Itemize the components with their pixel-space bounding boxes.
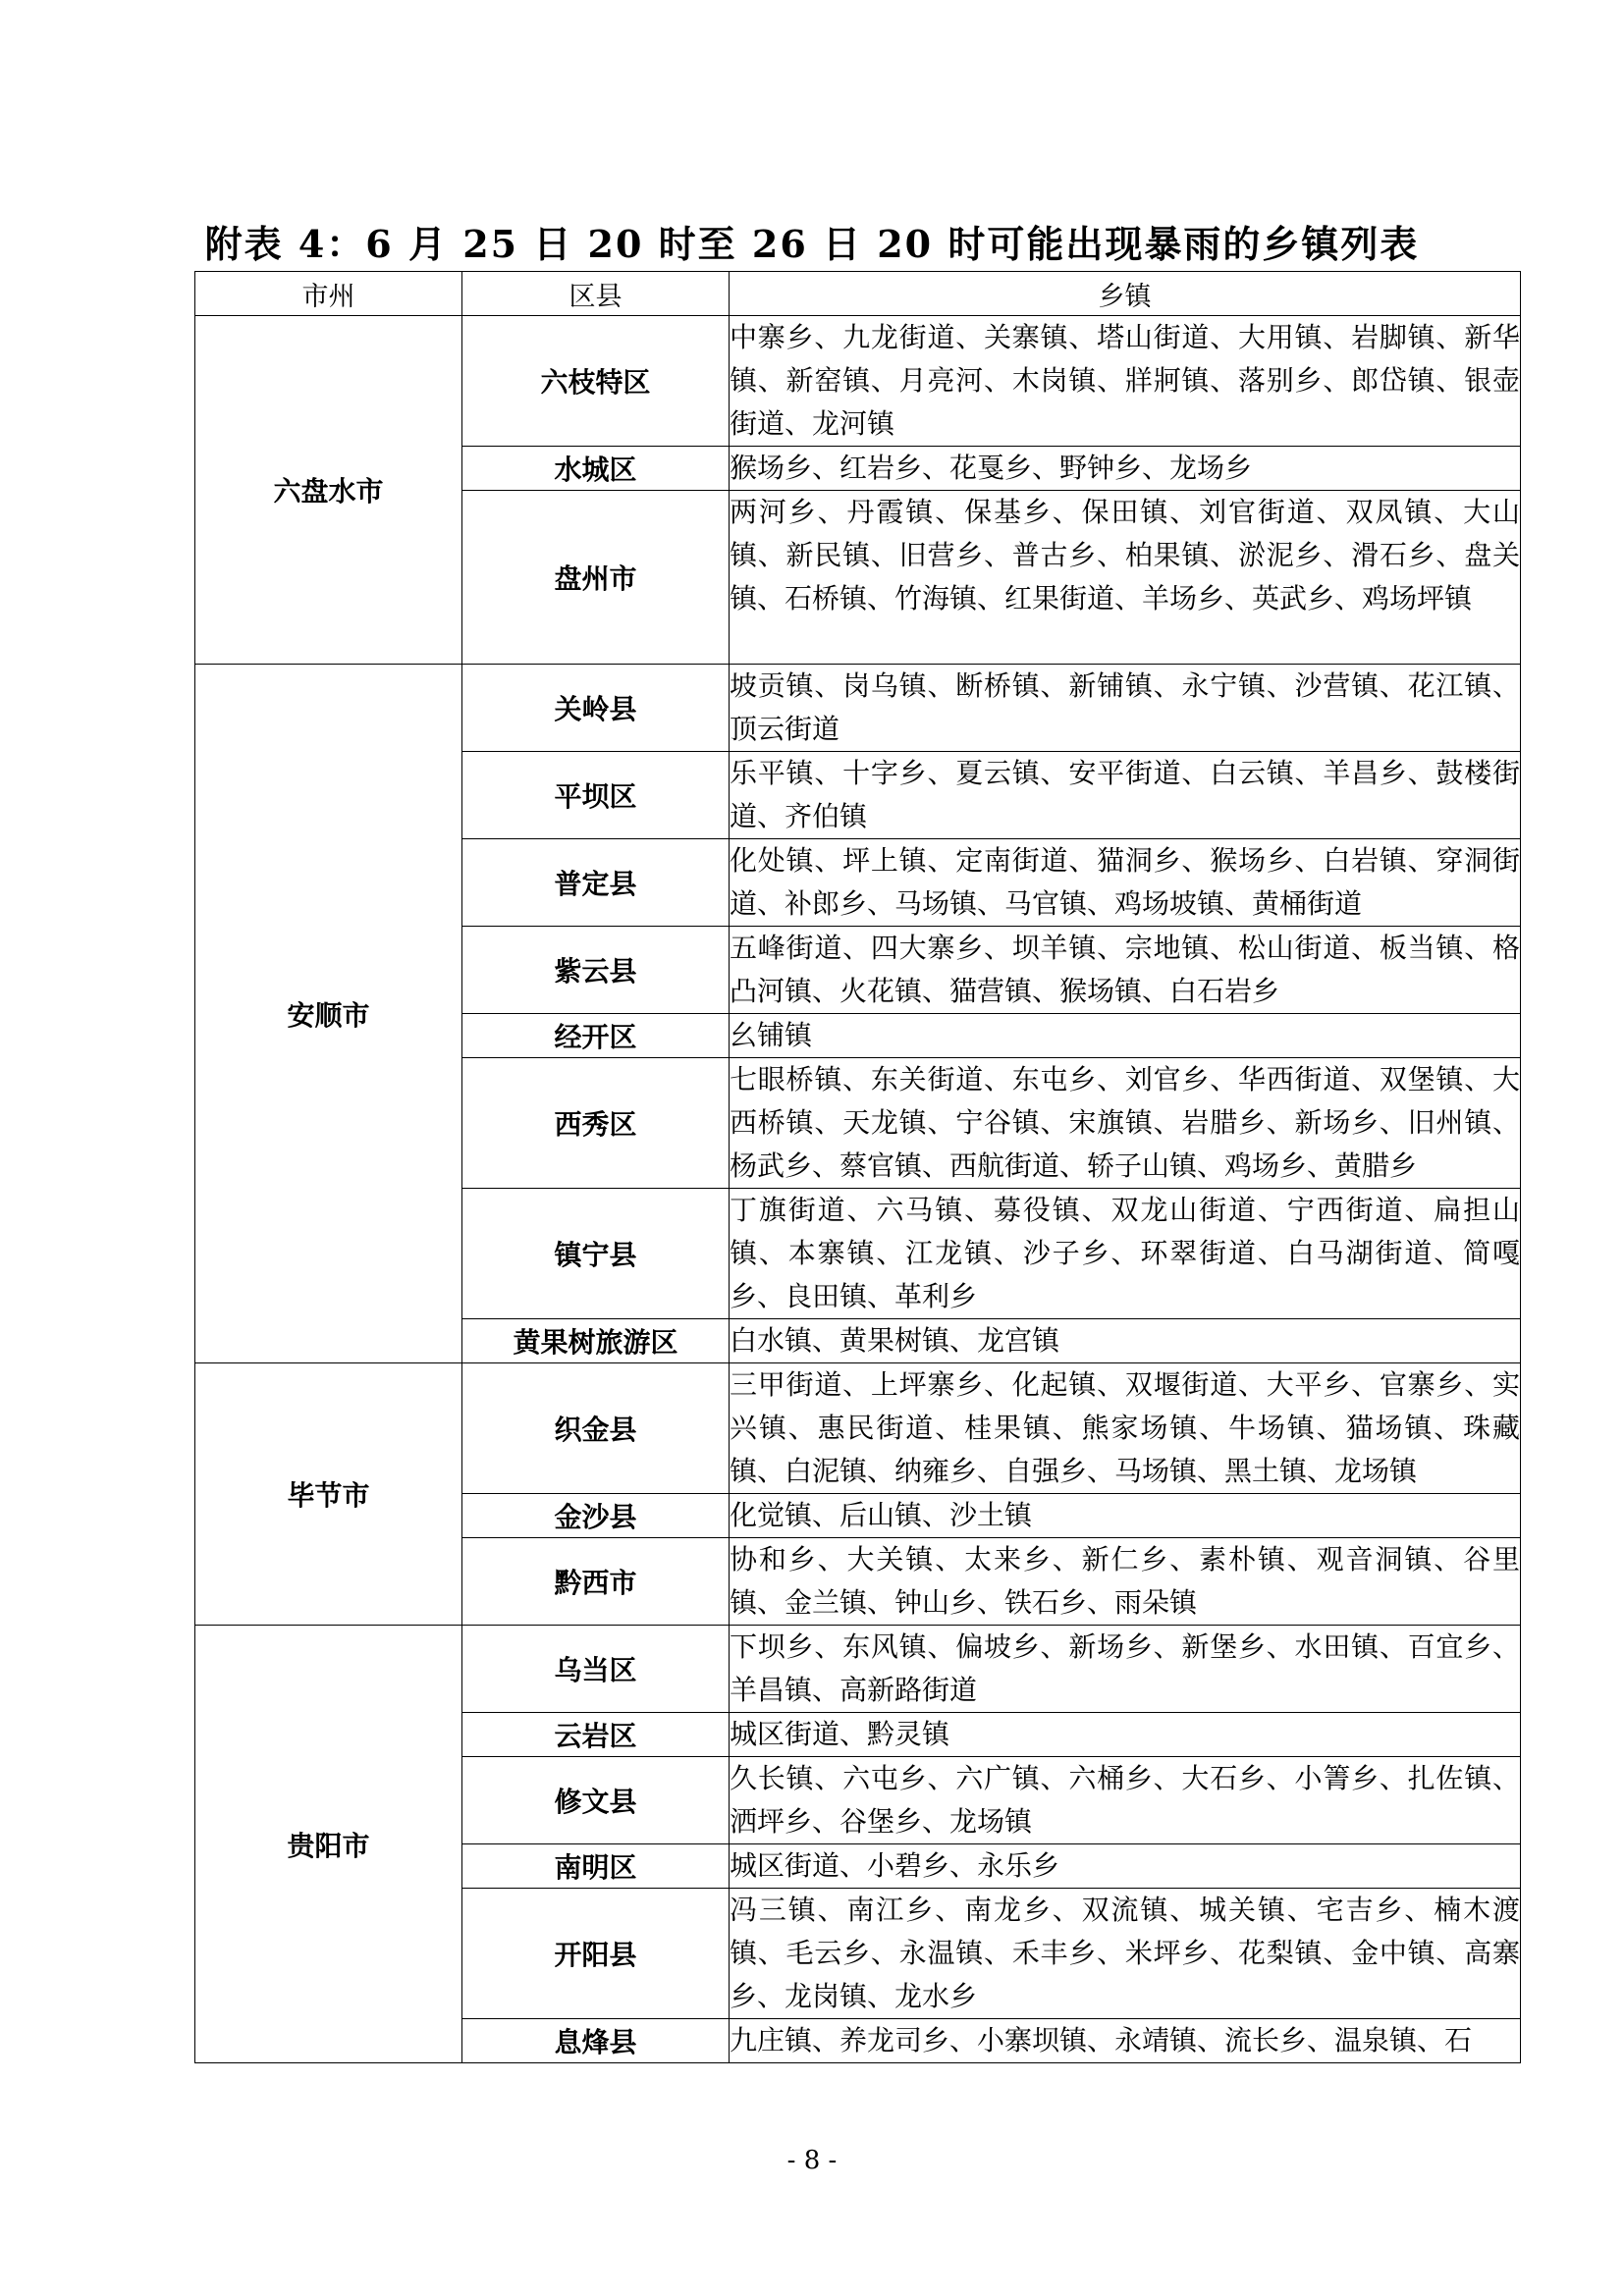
towns-cell: 三甲街道、上坪寨乡、化起镇、双堰街道、大平乡、官寨乡、实兴镇、惠民街道、桂果镇、熊家场镇、牛场镇、猫场镇、珠藏镇、白泥镇、纳雍乡、自强乡、马场镇、黑土镇、龙场镇 [730,1363,1521,1494]
towns-cell: 五峰街道、四大寨乡、坝羊镇、宗地镇、松山街道、板当镇、格凸河镇、火花镇、猫营镇、猴场镇、白石岩乡 [730,927,1521,1014]
city-cell: 毕节市 [195,1363,462,1626]
county-cell: 紫云县 [462,927,730,1014]
county-cell: 黔西市 [462,1538,730,1626]
county-cell: 六枝特区 [462,316,730,447]
header-towns: 乡镇 [730,272,1521,316]
towns-cell: 猴场乡、红岩乡、花戛乡、野钟乡、龙场乡 [730,447,1521,491]
towns-cell: 丁旗街道、六马镇、募役镇、双龙山街道、宁西街道、扁担山镇、本寨镇、江龙镇、沙子乡、环翠街道、白马湖街道、简嘎乡、良田镇、革利乡 [730,1189,1521,1319]
towns-cell: 城区街道、小碧乡、永乐乡 [730,1844,1521,1889]
towns-cell: 化处镇、坪上镇、定南街道、猫洞乡、猴场乡、白岩镇、穿洞街道、补郎乡、马场镇、马官镇、鸡场坡镇、黄桶街道 [730,839,1521,927]
county-cell: 南明区 [462,1844,730,1889]
page-title: 附表 4：6 月 25 日 20 时至 26 日 20 时可能出现暴雨的乡镇列表 [204,222,1420,266]
county-cell: 修文县 [462,1757,730,1844]
county-cell: 织金县 [462,1363,730,1494]
towns-cell: 幺铺镇 [730,1014,1521,1058]
towns-cell: 中寨乡、九龙街道、关寨镇、塔山街道、大用镇、岩脚镇、新华镇、新窑镇、月亮河、木岗镇、牂牁镇、落别乡、郎岱镇、银壶街道、龙河镇 [730,316,1521,447]
table-row [195,665,1521,752]
towns-cell: 下坝乡、东风镇、偏坡乡、新场乡、新堡乡、水田镇、百宜乡、羊昌镇、高新路街道 [730,1626,1521,1713]
towns-cell: 久长镇、六屯乡、六广镇、六桶乡、大石乡、小箐乡、扎佐镇、洒坪乡、谷堡乡、龙场镇 [730,1757,1521,1844]
county-cell: 关岭县 [462,665,730,752]
towns-cell: 七眼桥镇、东关街道、东屯乡、刘官乡、华西街道、双堡镇、大西桥镇、天龙镇、宁谷镇、宋旗镇、岩腊乡、新场乡、旧州镇、杨武乡、蔡官镇、西航街道、轿子山镇、鸡场乡、黄腊乡 [730,1058,1521,1189]
county-cell: 云岩区 [462,1713,730,1757]
towns-cell: 坡贡镇、岗乌镇、断桥镇、新铺镇、永宁镇、沙营镇、花江镇、顶云街道 [730,665,1521,752]
county-cell: 西秀区 [462,1058,730,1189]
towns-cell: 城区街道、黔灵镇 [730,1713,1521,1757]
header-county: 区县 [462,272,730,316]
county-cell: 镇宁县 [462,1189,730,1319]
towns-cell: 化觉镇、后山镇、沙土镇 [730,1494,1521,1538]
county-cell: 乌当区 [462,1626,730,1713]
county-cell: 水城区 [462,447,730,491]
towns-cell: 白水镇、黄果树镇、龙宫镇 [730,1319,1521,1363]
table-row [195,316,1521,447]
table-row [195,1626,1521,1713]
header-city: 市州 [195,272,462,316]
city-cell: 贵阳市 [195,1626,462,2063]
page-number: - 8 - [786,2146,838,2175]
table-header-row [195,272,1521,316]
table-row [195,1363,1521,1494]
county-cell: 开阳县 [462,1889,730,2019]
towns-cell: 九庄镇、养龙司乡、小寨坝镇、永靖镇、流长乡、温泉镇、石 [730,2019,1521,2063]
county-cell: 盘州市 [462,491,730,665]
county-cell: 黄果树旅游区 [462,1319,730,1363]
rainstorm-towns-table [194,271,1521,2063]
county-cell: 平坝区 [462,752,730,839]
city-cell: 安顺市 [195,665,462,1363]
towns-cell: 两河乡、丹霞镇、保基乡、保田镇、刘官街道、双凤镇、大山镇、新民镇、旧营乡、普古乡、柏果镇、淤泥乡、滑石乡、盘关镇、石桥镇、竹海镇、红果街道、羊场乡、英武乡、鸡场坪镇 [730,491,1521,665]
towns-cell: 冯三镇、南江乡、南龙乡、双流镇、城关镇、宅吉乡、楠木渡镇、毛云乡、永温镇、禾丰乡、米坪乡、花梨镇、金中镇、高寨乡、龙岗镇、龙水乡 [730,1889,1521,2019]
city-cell: 六盘水市 [195,316,462,665]
towns-cell: 乐平镇、十字乡、夏云镇、安平街道、白云镇、羊昌乡、鼓楼街道、齐伯镇 [730,752,1521,839]
county-cell: 息烽县 [462,2019,730,2063]
towns-cell: 协和乡、大关镇、太来乡、新仁乡、素朴镇、观音洞镇、谷里镇、金兰镇、钟山乡、铁石乡、雨朵镇 [730,1538,1521,1626]
county-cell: 金沙县 [462,1494,730,1538]
county-cell: 普定县 [462,839,730,927]
county-cell: 经开区 [462,1014,730,1058]
